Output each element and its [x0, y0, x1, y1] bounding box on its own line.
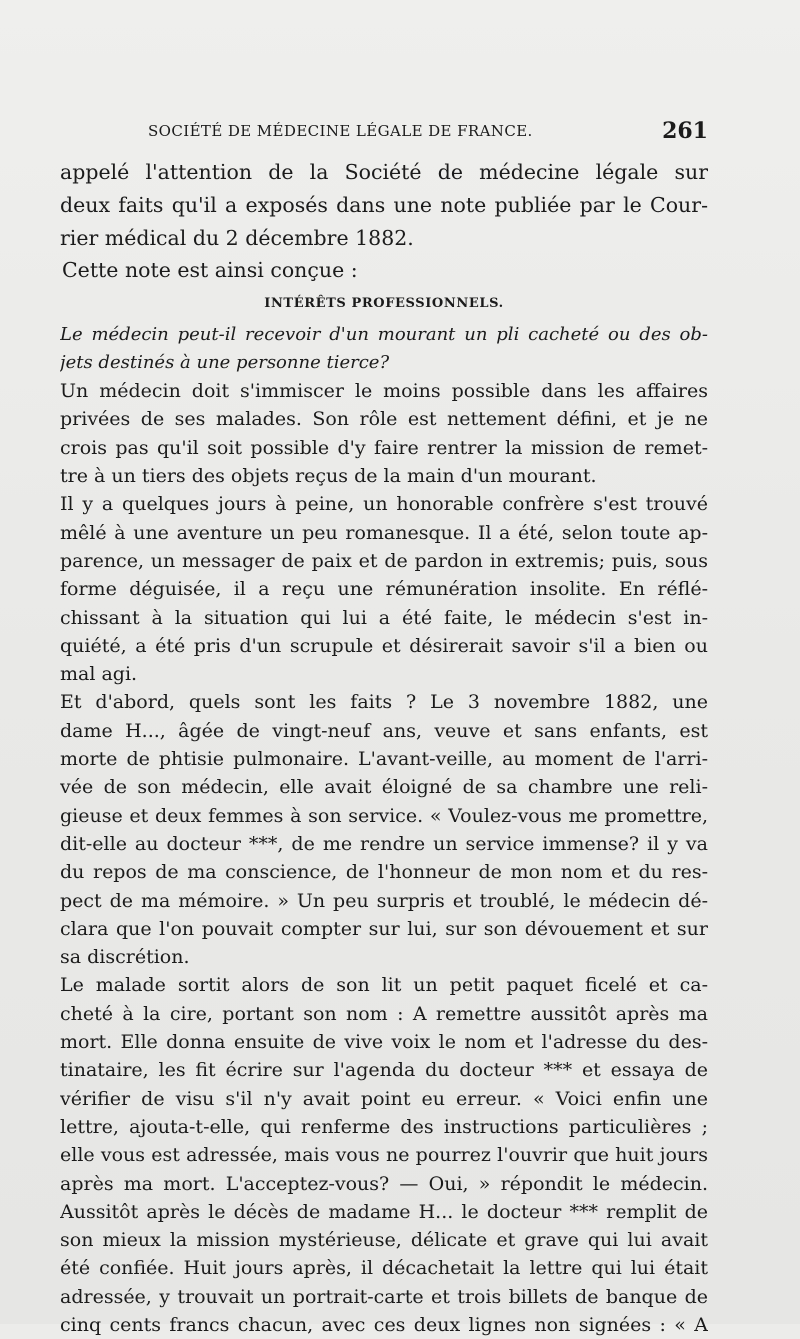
article-body — [60, 377, 708, 1339]
article-line: Un médecin doit s'immiscer le moins possible dans les affaires — [60, 380, 708, 403]
article-line: pect de ma mémoire. » Un peu surpris et troublé, le médecin dé- — [60, 889, 708, 912]
article-line: Il y a quelques jours à peine, un honorable confrère s'est trouvé — [60, 493, 708, 516]
body-text — [60, 156, 708, 1339]
article-line: mort. Elle donna ensuite de vive voix le nom et l'adresse du des- — [60, 1031, 708, 1054]
article-line: elle vous est adressée, mais vous ne pourrez l'ouvrir que huit jours — [60, 1144, 708, 1167]
article-line: chissant à la situation qui lui a été faite, le médecin s'est in- — [60, 606, 708, 629]
article-line: vée de son médecin, elle avait éloigné de sa chambre une reli- — [60, 776, 708, 799]
text-line: appelé l'attention de la Société de médecine légale sur — [60, 160, 708, 184]
article-line: parence, un messager de paix et de pardon in extremis; puis, sous — [60, 549, 708, 572]
article-line: crois pas qu'il soit possible d'y faire rentrer la mission de remet- — [60, 436, 708, 459]
section-heading: INTÉRÊTS PROFESSIONNELS. — [264, 296, 504, 312]
article-line: Le malade sortit alors de son lit un petit paquet ficelé et ca- — [60, 974, 708, 997]
text-line: rier médical du 2 décembre 1882. — [60, 225, 414, 250]
article-line: dame H..., âgée de vingt-neuf ans, veuve et sans enfants, est — [60, 719, 708, 742]
question-line: jets destinés à une personne tierce? — [60, 352, 390, 374]
question-line: Le médecin peut-il recevoir d'un mourant un pli cacheté ou des ob- — [60, 324, 708, 346]
article-line: forme déguisée, il a reçu une rémunération insolite. En réflé- — [60, 578, 708, 601]
article-line: tinataire, les fit écrire sur l'agenda du docteur *** et essaya de — [60, 1059, 708, 1082]
article-line: tre à un tiers des objets reçus de la main d'un mourant. — [60, 465, 597, 488]
article-line: mal agi. — [60, 663, 138, 686]
article-line: Aussitôt après le décès de madame H... le docteur *** remplit de — [60, 1200, 708, 1223]
article-line: cheté à la cire, portant son nom : A remettre aussitôt après ma — [60, 1002, 708, 1025]
article-line: clara que l'on pouvait compter sur lui, sur son dévouement et sur — [60, 917, 708, 940]
article-line: Et d'abord, quels sont les faits ? Le 3 novembre 1882, une — [60, 691, 708, 714]
article-line: sa discrétion. — [60, 946, 190, 969]
article-line: gieuse et deux femmes à son service. « Voulez-vous me promettre, — [60, 804, 708, 827]
article-line: vérifier de visu s'il n'y avait point eu erreur. « Voici enfin une — [60, 1087, 708, 1110]
article-line: été confiée. Huit jours après, il décachetait la lettre qui lui était — [60, 1257, 708, 1280]
article-line: dit-elle au docteur ***, de me rendre un service immense? il y va — [60, 832, 708, 855]
article-line: privées de ses malades. Son rôle est nettement défini, et je ne — [60, 408, 708, 431]
page-number: 261 — [662, 118, 708, 144]
running-title: SOCIÉTÉ DE MÉDECINE LÉGALE DE FRANCE. — [148, 122, 533, 140]
article-line: après ma mort. L'acceptez-vous? — Oui, » répondit le médecin. — [60, 1172, 708, 1195]
text-line: deux faits qu'il a exposés dans une note publiée par le Cour- — [60, 192, 708, 217]
article-line: quiété, a été pris d'un scrupule et désirerait savoir s'il a bien ou — [60, 634, 708, 657]
article-line: morte de phtisie pulmonaire. L'avant-veille, au moment de l'arri- — [60, 748, 708, 771]
article-line: son mieux la mission mystérieuse, délicate et grave qui lui avait — [60, 1229, 708, 1252]
article-line: du repos de ma conscience, de l'honneur de mon nom et du res- — [60, 861, 708, 884]
article-line: mêlé à une aventure un peu romanesque. Il a été, selon toute ap- — [60, 521, 708, 544]
text-line: Cette note est ainsi conçue : — [62, 258, 358, 283]
article-line: lettre, ajouta-t-elle, qui renferme des instructions particulières ; — [60, 1115, 708, 1138]
page-header — [148, 118, 708, 146]
article-line: cinq cents francs chacun, avec ces deux lignes non signées : « A — [60, 1313, 708, 1336]
article-line: adressée, y trouvait un portrait-carte et trois billets de banque de — [60, 1285, 708, 1308]
